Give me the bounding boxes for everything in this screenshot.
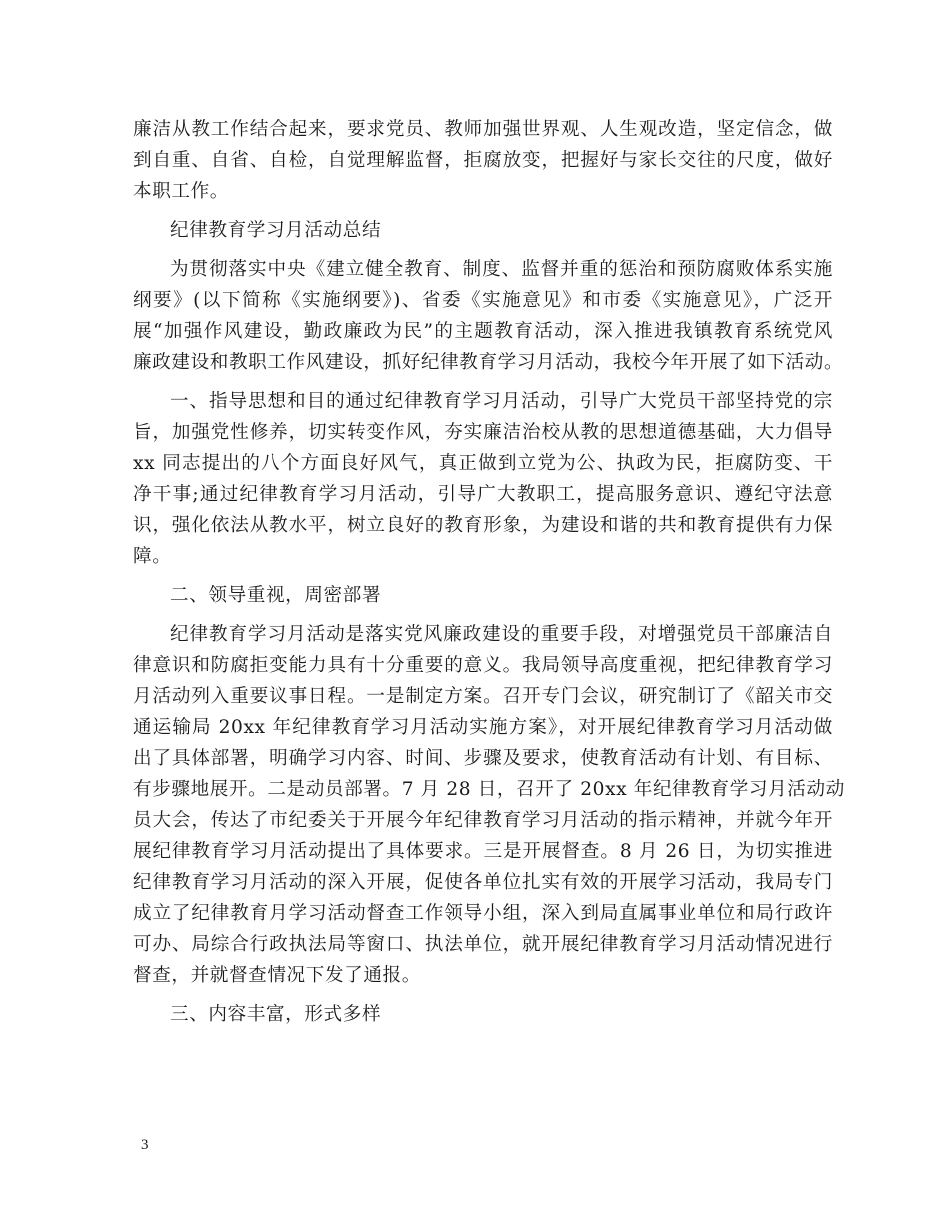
text-line: 纲要》(以下简称《实施纲要》)、省委《实施意见》和市委《实施意见》，广泛开 — [133, 290, 833, 311]
text-line: 督查，并就督查情况下发了通报。 — [133, 965, 421, 986]
section-title: 纪律教育学习月活动总结 — [170, 220, 382, 241]
text-line: 展纪律教育学习月活动提出了具体要求。三是开展督查。8 月 26 日，为切实推进 — [133, 841, 833, 862]
text-line: xx 同志提出的八个方面良好风气，真正做到立党为公、执政为民，拒腐防变、干 — [133, 453, 833, 474]
text-line: 有步骤地展开。二是动员部署。7 月 28 日，召开了 20xx 年纪律教育学习月活动动 — [133, 779, 845, 800]
text-line: 净干事;通过纪律教育学习月活动，引导广大教职工，提高服务意识、遵纪守法意 — [133, 484, 833, 505]
section-heading: 二、领导重视，周密部署 — [170, 585, 382, 606]
text-line: 到自重、自省、自检，自觉理解监督，拒腐放变，把握好与家长交往的尺度，做好 — [133, 150, 833, 171]
document-body — [133, 114, 845, 1030]
text-line: 本职工作。 — [133, 181, 229, 202]
page-number: 3 — [141, 1137, 149, 1153]
text-line: 廉洁从教工作结合起来，要求党员、教师加强世界观、人生观改造，坚定信念，做 — [133, 119, 833, 140]
text-line: 展“加强作风建设，勤政廉政为民”的主题教育活动，深入推进我镇教育系统党风 — [133, 321, 833, 342]
text-line: 律意识和防腐拒变能力具有十分重要的意义。我局领导高度重视，把纪律教育学习 — [133, 655, 833, 676]
text-line: 出了具体部署，明确学习内容、时间、步骤及要求，使教育活动有计划、有目标、 — [133, 748, 833, 769]
text-line: 为贯彻落实中央《建立健全教育、制度、监督并重的惩治和预防腐败体系实施 — [170, 259, 833, 280]
section-heading: 三、内容丰富，形式多样 — [170, 1004, 382, 1025]
text-line: 障。 — [133, 546, 172, 567]
text-line: 成立了纪律教育月学习活动督查工作领导小组，深入到局直属事业单位和局行政许 — [133, 903, 833, 924]
text-line: 可办、局综合行政执法局等窗口、执法单位，就开展纪律教育学习月活动情况进行 — [133, 934, 833, 955]
text-line: 旨，加强党性修养，切实转变作风，夯实廉洁治校从教的思想道德基础，大力倡导 — [133, 422, 833, 443]
text-line: 纪律教育学习月活动的深入开展，促使各单位扎实有效的开展学习活动，我局专门 — [133, 872, 833, 893]
text-line: 纪律教育学习月活动是落实党风廉政建设的重要手段，对增强党员干部廉洁自 — [170, 624, 833, 645]
text-line: 识，强化依法从教水平，树立良好的教育形象，为建设和谐的共和教育提供有力保 — [133, 515, 833, 536]
text-line: 月活动列入重要议事日程。一是制定方案。召开专门会议，研究制订了《韶关市交 — [133, 686, 833, 707]
text-line: 员大会，传达了市纪委关于开展今年纪律教育学习月活动的指示精神，并就今年开 — [133, 810, 833, 831]
text-line: 一、指导思想和目的通过纪律教育学习月活动，引导广大党员干部坚持党的宗 — [170, 391, 833, 412]
text-line: 通运输局 20xx 年纪律教育学习月活动实施方案》，对开展纪律教育学习月活动做 — [133, 717, 833, 738]
text-line: 廉政建设和教职工作风建设，抓好纪律教育学习月活动，我校今年开展了如下活动。 — [133, 352, 844, 373]
